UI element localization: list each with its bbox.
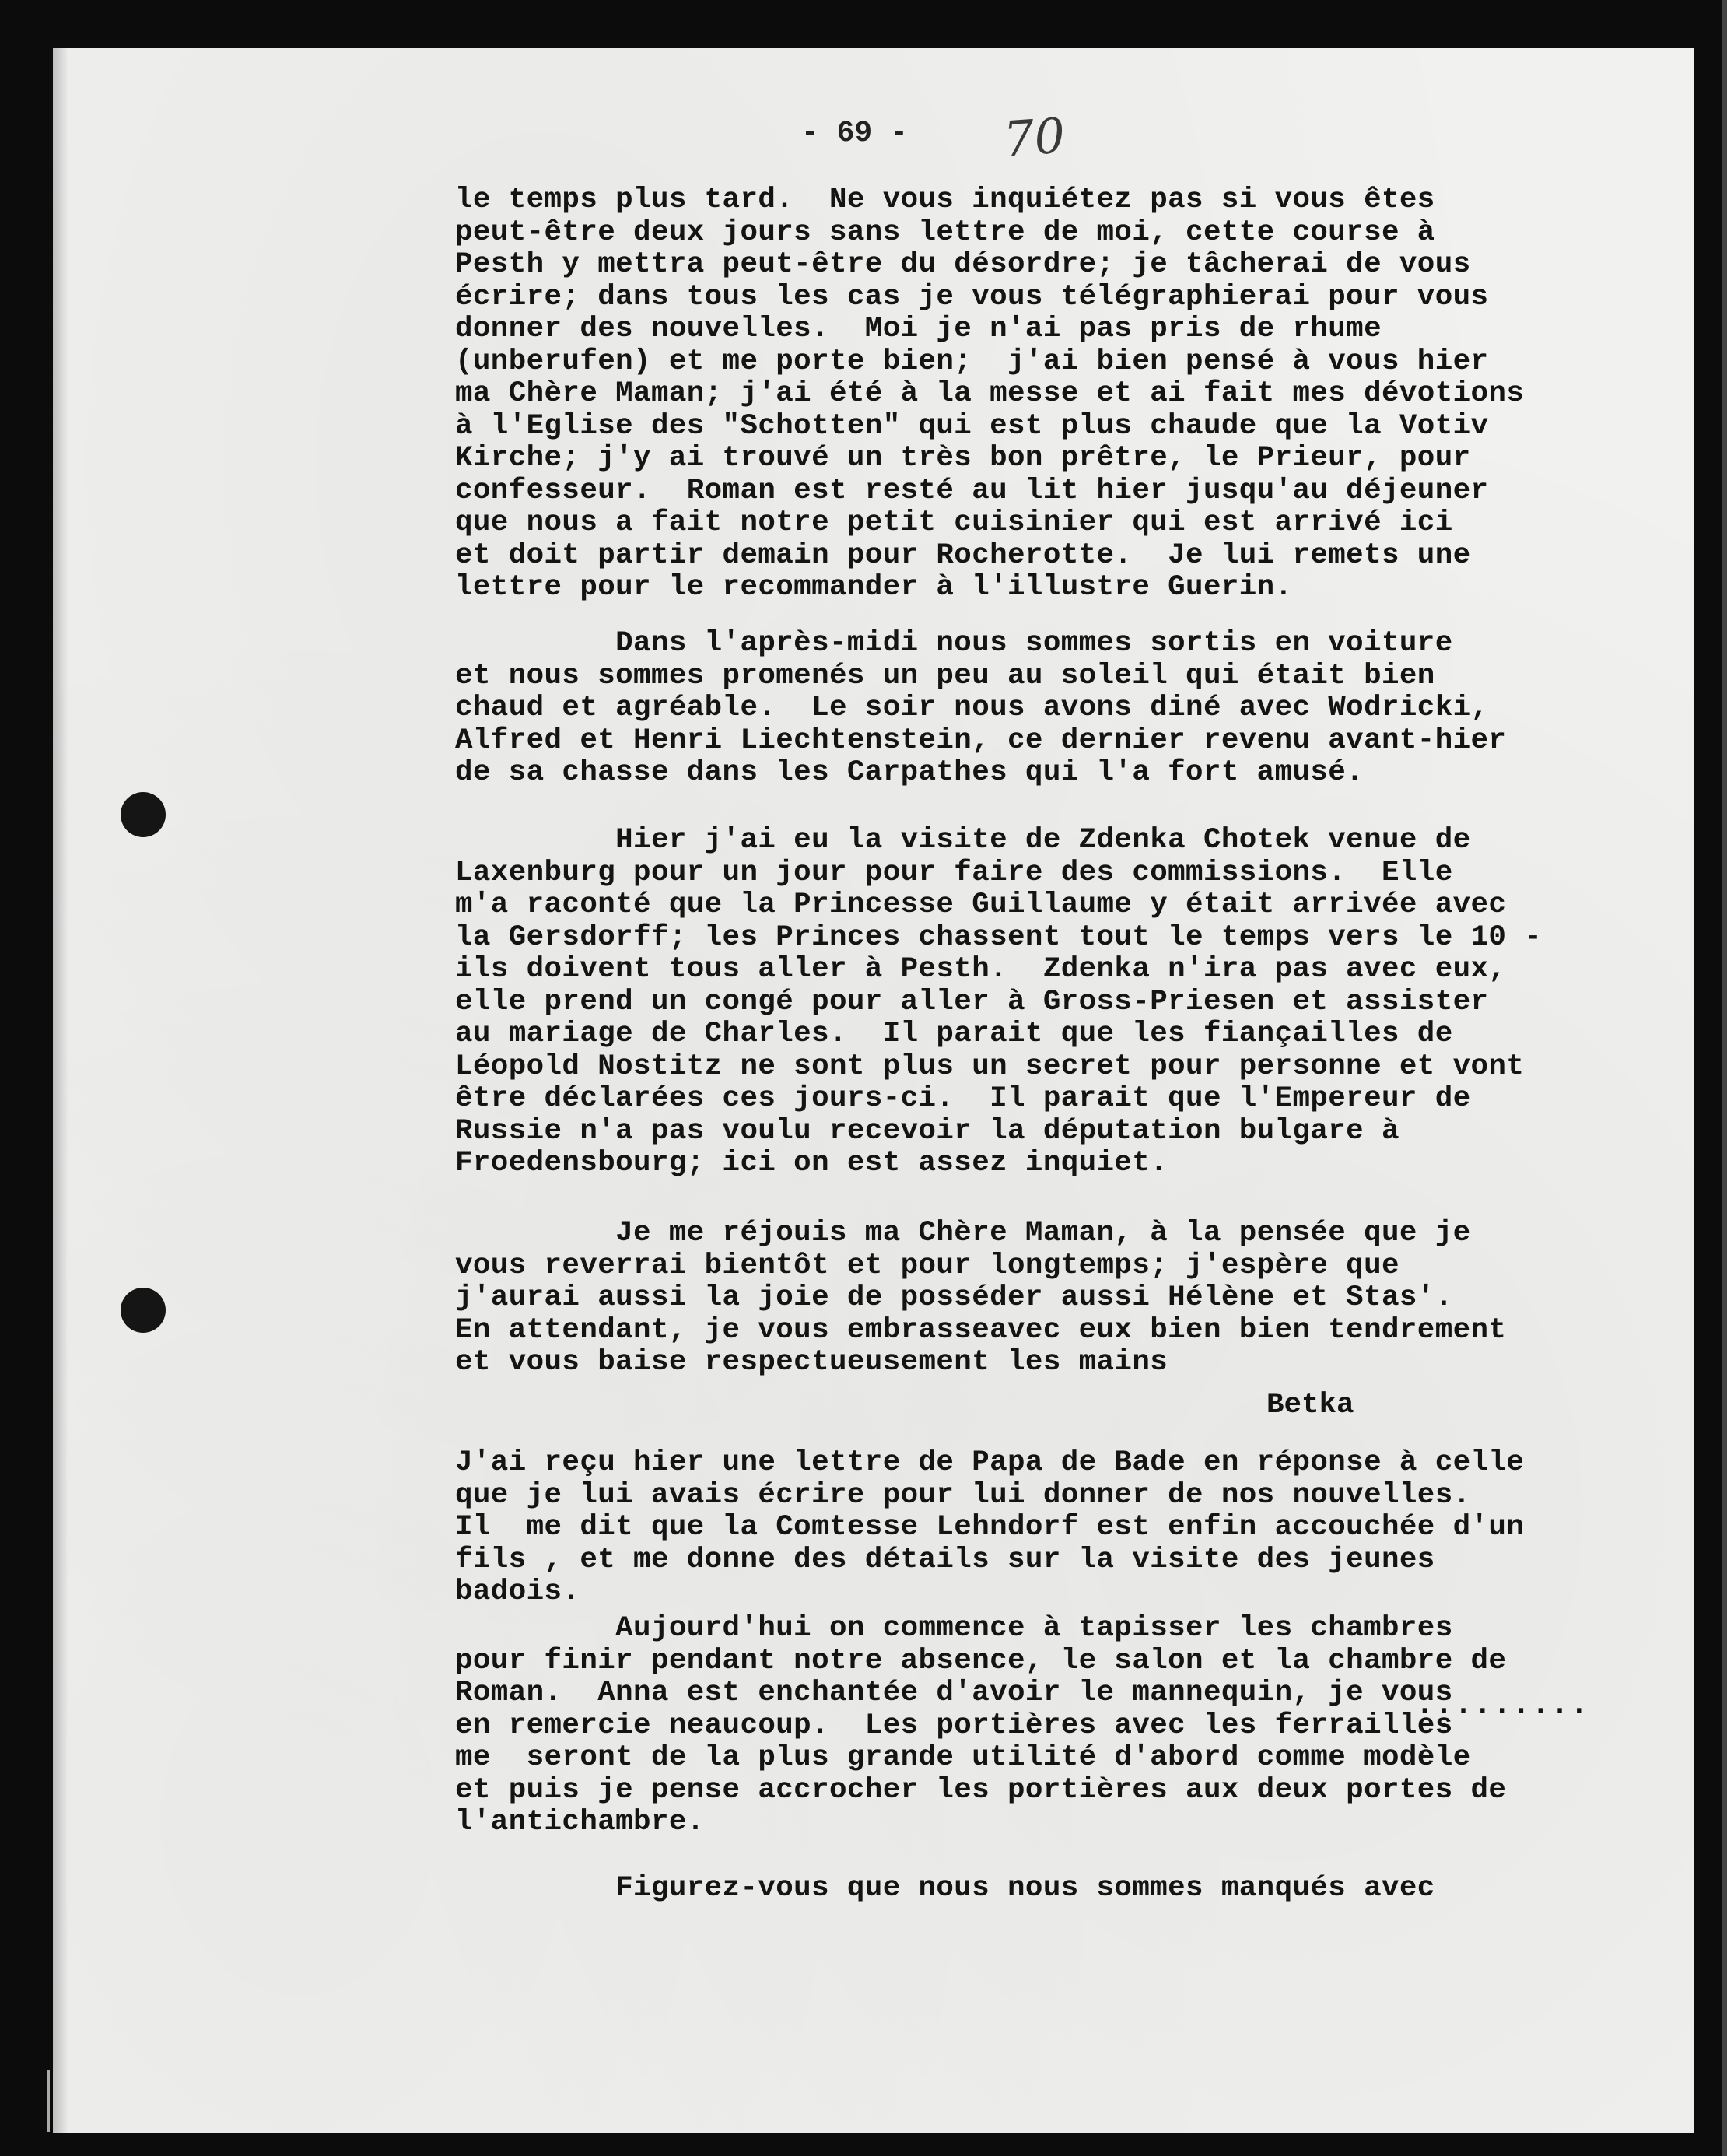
text-line: et vous baise respectueusement les mains (455, 1346, 1168, 1379)
text-line: ils doivent tous aller à Pesth. Zdenka n'ira pas avec eux, (455, 953, 1507, 986)
text-line: badois. (455, 1576, 580, 1608)
text-line: que nous a fait notre petit cuisinier qui est arrivé ici (455, 507, 1453, 539)
text-line: que je lui avais écrire pour lui donner de nos nouvelles. (455, 1478, 1471, 1512)
paragraph (455, 1873, 1669, 1905)
text-line: fils , et me donne des détails sur la visite des jeunes (455, 1543, 1435, 1576)
paragraph (455, 1218, 1669, 1379)
text-line: Alfred et Henri Liechtenstein, ce dernier revenu avant-hier (455, 724, 1507, 757)
text-line: Figurez-vous que nous nous sommes manqués avec (455, 1872, 1435, 1905)
paragraph (455, 1613, 1669, 1839)
text-line: Léopold Nostitz ne sont plus un secret pour personne et vont (455, 1050, 1525, 1083)
punch-hole-lower (121, 1288, 166, 1333)
text-line: à l'Eglise des "Schotten" qui est plus chaude que la Votiv (455, 409, 1489, 443)
paragraph (455, 825, 1669, 1180)
signature: Betka (1266, 1389, 1354, 1422)
text-line: m'a raconté que la Princesse Guillaume y était arrivée avec (455, 889, 1507, 921)
text-line: Laxenburg pour un jour pour faire des commissions. Elle (455, 856, 1453, 889)
text-line: être déclarées ces jours-ci. Il parait que l'Empereur de (455, 1082, 1471, 1115)
text-line: Russie n'a pas voulu recevoir la députation bulgare à (455, 1114, 1399, 1148)
scan-frame-edge (1722, 0, 1727, 2156)
text-line: peut-être deux jours sans lettre de moi, cette course à (455, 216, 1435, 249)
paragraph (455, 628, 1669, 790)
text-line: confesseur. Roman est resté au lit hier jusqu'au déjeuner (455, 474, 1489, 507)
text-line: et doit partir demain pour Rocherotte. Je lui remets une (455, 538, 1471, 572)
handwritten-page-number: 70 (1001, 107, 1067, 168)
text-line: Pesth y mettra peut-être du désordre; je tâcherai de vous (455, 248, 1471, 281)
text-line: la Gersdorff; les Princes chassent tout le temps vers le 10 - (455, 920, 1543, 954)
text-line: j'aurai aussi la joie de posséder aussi Hélène et Stas'. (455, 1281, 1453, 1314)
text-line: écrire; dans tous les cas je vous télégraphierai pour vous (455, 280, 1489, 314)
text-line: (unberufen) et me porte bien; j'ai bien pensé à vous hier (455, 345, 1489, 378)
punch-hole-upper (121, 792, 166, 837)
text-line: et nous sommes promenés un peu au soleil qui était bien (455, 659, 1435, 692)
text-line: chaud et agréable. Le soir nous avons diné avec Wodricki, (455, 692, 1489, 724)
text-line: me seront de la plus grande utilité d'abord comme modèle (455, 1741, 1471, 1774)
text-line: au mariage de Charles. Il parait que les fiançailles de (455, 1018, 1453, 1050)
continuation-dots: ......... (1416, 1688, 1590, 1722)
text-line: vous reverrai bientôt et pour longtemps; j'espère que (455, 1249, 1399, 1282)
text-line: lettre pour le recommander à l'illustre Guerin. (455, 571, 1293, 604)
text-line: en remercie neaucoup. Les portières avec les ferrailles (455, 1709, 1453, 1742)
text-line: de sa chasse dans les Carpathes qui l'a fort amusé. (455, 756, 1364, 789)
text-line: Aujourd'hui on commence à tapisser les chambres (455, 1612, 1453, 1645)
text-line: Je me réjouis ma Chère Maman, à la pensée que je (455, 1217, 1471, 1250)
text-line: En attendant, je vous embrasseavec eux bien bien tendrement (455, 1313, 1507, 1347)
paragraph (455, 184, 1669, 605)
text-line: donner des nouvelles. Moi je n'ai pas pris de rhume (455, 313, 1382, 345)
text-line: Il me dit que la Comtesse Lehndorf est enfin accouchée d'un (455, 1511, 1525, 1544)
text-line: et puis je pense accrocher les portières aux deux portes de (455, 1773, 1507, 1807)
text-line: Roman. Anna est enchantée d'avoir le mannequin, je vous (455, 1677, 1453, 1709)
scan-corner-mark (47, 2070, 50, 2132)
text-line: Dans l'après-midi nous sommes sortis en voiture (455, 627, 1453, 660)
paragraph (455, 1447, 1669, 1609)
text-line: J'ai reçu hier une lettre de Papa de Bade en réponse à celle (455, 1446, 1525, 1479)
page-edge-shadow (53, 48, 68, 2133)
text-line: elle prend un congé pour aller à Gross-Priesen et assister (455, 985, 1489, 1018)
text-line: le temps plus tard. Ne vous inquiétez pas si vous êtes (455, 184, 1435, 216)
text-line: Hier j'ai eu la visite de Zdenka Chotek venue de (455, 824, 1471, 857)
text-line: l'antichambre. (455, 1806, 705, 1839)
text-line: Kirche; j'y ai trouvé un très bon prêtre, le Prieur, pour (455, 442, 1471, 475)
text-line: ma Chère Maman; j'ai été à la messe et ai fait mes dévotions (455, 377, 1525, 410)
text-line: pour finir pendant notre absence, le salon et la chambre de (455, 1644, 1507, 1677)
text-line: Froedensbourg; ici on est assez inquiet. (455, 1147, 1168, 1180)
typed-page-number: - 69 - (801, 117, 908, 150)
